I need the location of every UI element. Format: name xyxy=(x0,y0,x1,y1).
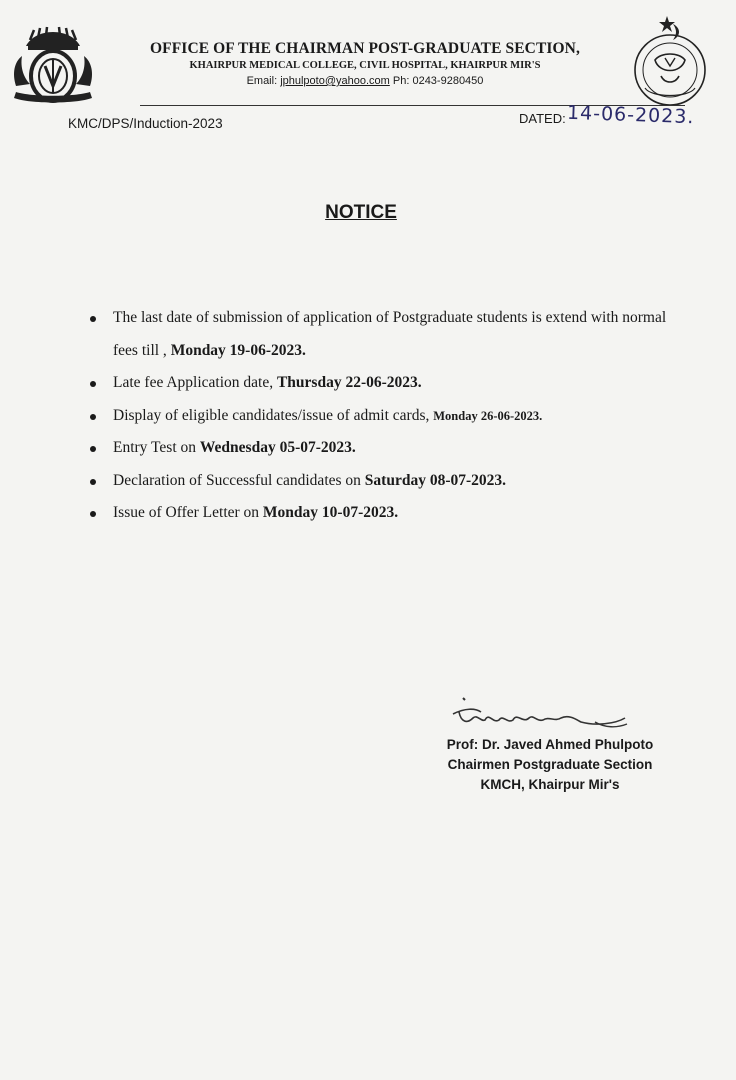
list-item xyxy=(90,367,680,400)
item-text: Late fee Application date, xyxy=(113,374,277,391)
college-crest-icon xyxy=(10,26,96,108)
list-item xyxy=(90,302,680,367)
list-item xyxy=(90,432,680,465)
sindh-government-seal-icon xyxy=(625,14,715,108)
dated-label: DATED: xyxy=(519,111,566,126)
bullet-icon xyxy=(90,381,96,387)
email-label: Email: xyxy=(246,75,278,87)
item-date: Thursday 22-06-2023. xyxy=(276,374,422,391)
office-title: OFFICE OF THE CHAIRMAN POST-GRADUATE SECTION, xyxy=(150,40,580,57)
handwritten-signature xyxy=(445,694,635,736)
list-item xyxy=(90,497,680,530)
item-text: Entry Test on xyxy=(113,439,200,456)
list-item xyxy=(90,465,680,498)
item-text: Declaration of Successful candidates on xyxy=(113,471,365,489)
notice-title: NOTICE xyxy=(325,202,397,223)
phone-number: 0243-9280450 xyxy=(412,75,484,87)
item-date: Monday 19-06-2023. xyxy=(170,341,306,359)
bullet-icon xyxy=(90,479,96,485)
item-date: Saturday 08-07-2023. xyxy=(364,471,507,489)
notice-list xyxy=(90,302,680,530)
item-date: Monday 26-06-2023. xyxy=(433,408,543,423)
contact-line xyxy=(110,75,620,87)
list-item xyxy=(90,400,680,433)
reference-number: KMC/DPS/Induction-2023 xyxy=(68,116,223,131)
signatory-designation: Chairmen Postgraduate Section xyxy=(447,757,653,772)
dated-value: 14-06-2023. xyxy=(566,101,695,129)
signatory-name: Prof: Dr. Javed Ahmed Phulpoto xyxy=(446,737,654,752)
phone-label: Ph: xyxy=(392,75,410,87)
bullet-icon xyxy=(90,511,96,517)
email-link[interactable]: jphulpoto@yahoo.com xyxy=(280,75,390,87)
item-date: Wednesday 05-07-2023. xyxy=(199,439,356,456)
item-text: The last date of submission of application of Postgraduate students is extend with normal fees till , xyxy=(113,309,667,359)
bullet-icon xyxy=(90,446,96,452)
college-address: KHAIRPUR MEDICAL COLLEGE, CIVIL HOSPITAL, KHAIRPUR MIR'S xyxy=(189,60,541,71)
bullet-icon xyxy=(90,414,96,420)
item-date: Monday 10-07-2023. xyxy=(262,504,399,521)
signatory-block xyxy=(420,735,680,795)
item-text: Display of eligible candidates/issue of admit cards, xyxy=(113,406,434,424)
bullet-icon xyxy=(90,316,96,322)
signatory-location: KMCH, Khairpur Mir's xyxy=(480,777,620,792)
item-text: Issue of Offer Letter on xyxy=(113,504,263,521)
